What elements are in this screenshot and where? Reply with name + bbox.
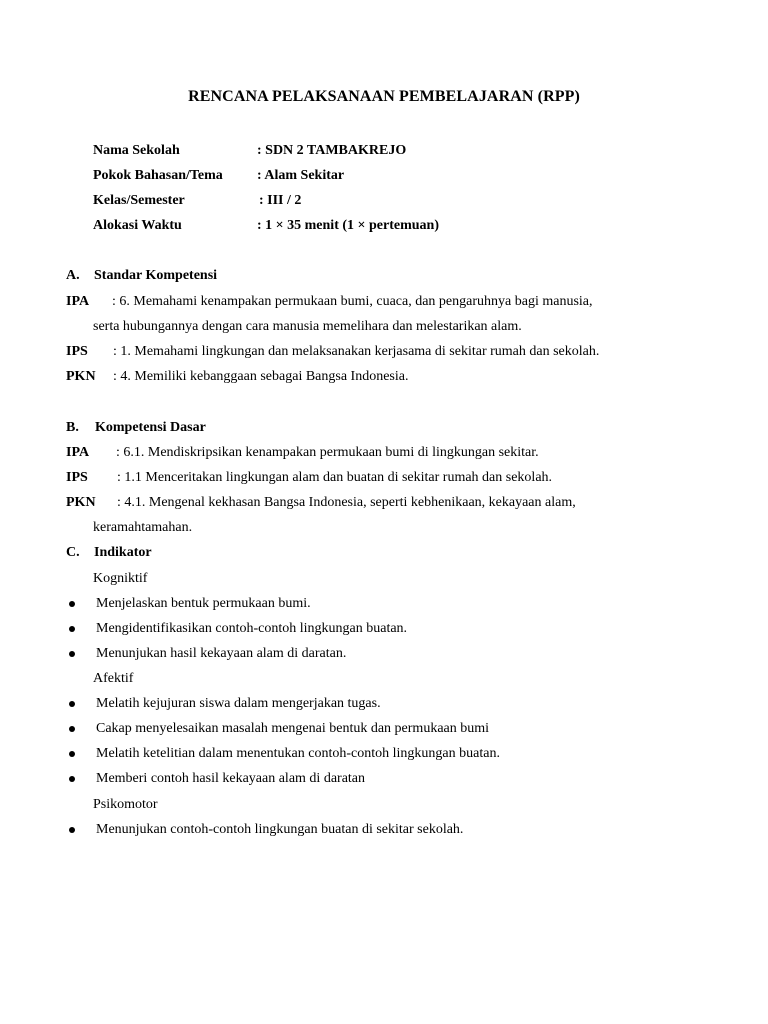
info-value-school: : SDN 2 TAMBAKREJO <box>257 143 407 158</box>
info-value-theme: : Alam Sekitar <box>257 168 345 183</box>
afektif-item: Melatih kejujuran siswa dalam mengerjakan tugas. <box>96 696 381 711</box>
section-b-pkn-continuation: keramahtamahan. <box>93 520 193 535</box>
info-label-school: Nama Sekolah <box>93 143 180 158</box>
bullet-icon <box>69 827 75 833</box>
section-c-letter: C. <box>66 545 80 560</box>
kognitif-heading: Kogniktif <box>93 571 148 586</box>
info-value-class: : III / 2 <box>259 193 302 208</box>
bullet-icon <box>69 626 75 632</box>
section-b-letter: B. <box>66 420 79 435</box>
section-b-ips-text: : 1.1 Menceritakan lingkungan alam dan buatan di sekitar rumah dan sekolah. <box>117 470 553 485</box>
document-title: RENCANA PELAKSANAAN PEMBELAJARAN (RPP) <box>188 88 580 105</box>
info-value-time: : 1 × 35 menit (1 × pertemuan) <box>257 218 439 233</box>
kognitif-item: Menunjukan hasil kekayaan alam di daratan. <box>96 646 347 661</box>
section-b-pkn-label: PKN <box>66 495 96 510</box>
bullet-icon <box>69 601 75 607</box>
section-a-title: Standar Kompetensi <box>94 268 218 283</box>
section-c-title: Indikator <box>94 545 152 560</box>
section-a-ipa-label: IPA <box>66 294 90 309</box>
info-label-class: Kelas/Semester <box>93 193 185 208</box>
psikomotor-heading: Psikomotor <box>93 797 158 812</box>
info-label-time: Alokasi Waktu <box>93 218 182 233</box>
kognitif-item: Mengidentifikasikan contoh-contoh lingkungan buatan. <box>96 621 408 636</box>
section-b-pkn-text: : 4.1. Mengenal kekhasan Bangsa Indonesia, seperti kebhenikaan, kekayaan alam, <box>117 495 576 510</box>
section-b-title: Kompetensi Dasar <box>95 420 206 435</box>
bullet-icon <box>69 776 75 782</box>
section-b-ipa-text: : 6.1. Mendiskripsikan kenampakan permukaan bumi di lingkungan sekitar. <box>116 445 539 460</box>
section-a-ipa-text: : 6. Memahami kenampakan permukaan bumi, cuaca, dan pengaruhnya bagi manusia, <box>112 294 593 309</box>
afektif-heading: Afektif <box>93 671 134 686</box>
afektif-item: Cakap menyelesaikan masalah mengenai bentuk dan permukaan bumi <box>96 721 490 736</box>
bullet-icon <box>69 651 75 657</box>
section-a-letter: A. <box>66 268 80 283</box>
section-a-ipa-continuation: serta hubungannya dengan cara manusia memelihara dan melestarikan alam. <box>93 319 522 334</box>
info-label-theme: Pokok Bahasan/Tema <box>93 168 223 183</box>
section-a-ips-text: : 1. Memahami lingkungan dan melaksanakan kerjasama di sekitar rumah dan sekolah. <box>113 344 600 359</box>
section-a-pkn-text: : 4. Memiliki kebanggaan sebagai Bangsa Indonesia. <box>113 369 409 384</box>
afektif-item: Melatih ketelitian dalam menentukan contoh-contoh lingkungan buatan. <box>96 746 500 761</box>
bullet-icon <box>69 701 75 707</box>
psikomotor-item: Menunjukan contoh-contoh lingkungan buatan di sekitar sekolah. <box>96 822 464 837</box>
afektif-item: Memberi contoh hasil kekayaan alam di daratan <box>96 771 366 786</box>
bullet-icon <box>69 751 75 757</box>
section-a-pkn-label: PKN <box>66 369 96 384</box>
bullet-icon <box>69 726 75 732</box>
section-b-ips-label: IPS <box>66 470 88 485</box>
section-a-ips-label: IPS <box>66 344 88 359</box>
kognitif-item: Menjelaskan bentuk permukaan bumi. <box>96 596 311 611</box>
section-b-ipa-label: IPA <box>66 445 90 460</box>
